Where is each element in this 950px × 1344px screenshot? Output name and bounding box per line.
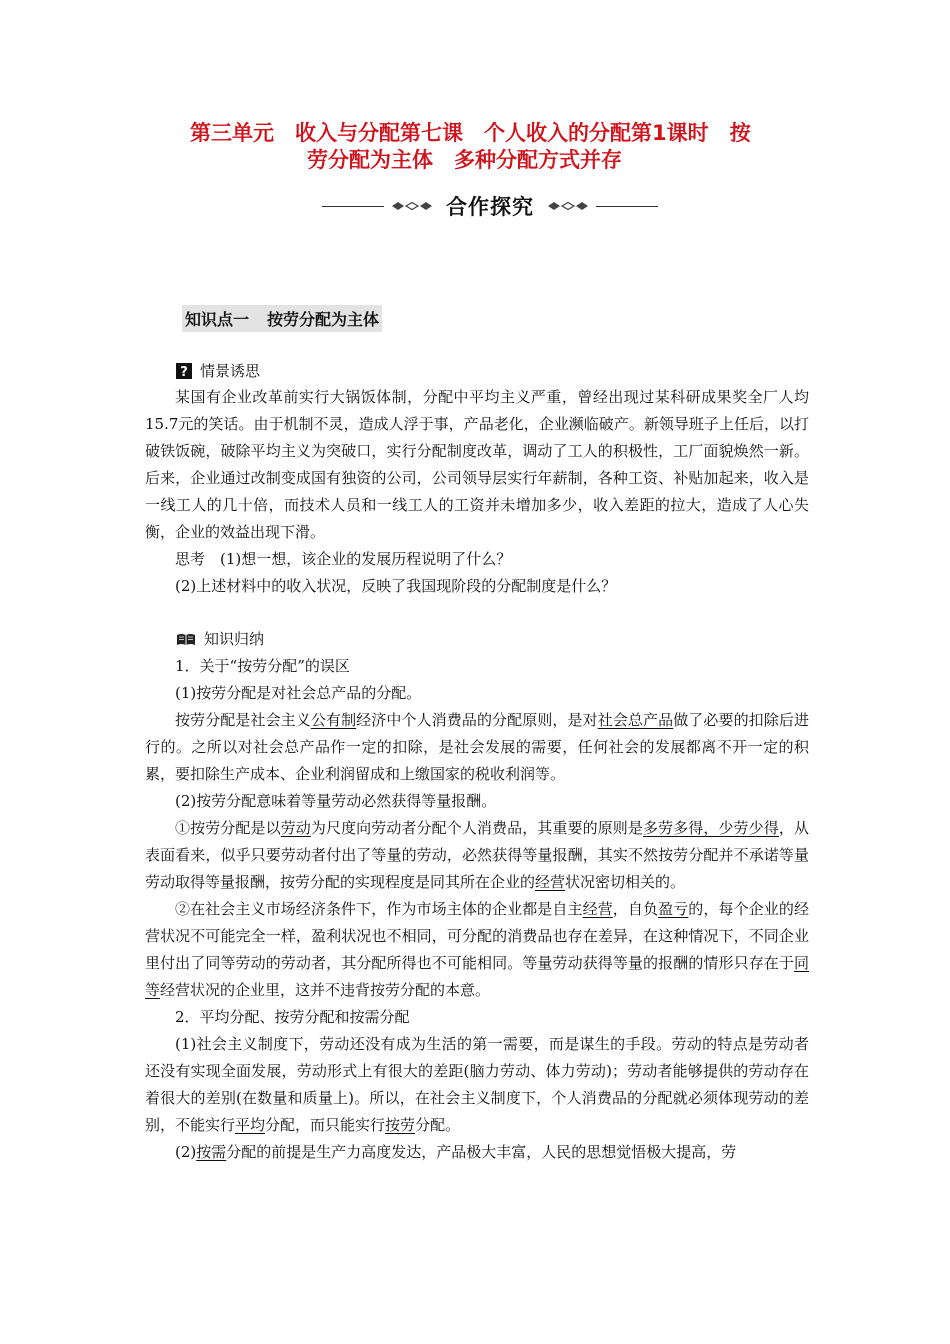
scenario-block — [145, 384, 809, 600]
misconception-2-heading: (2)按劳分配意味着等量劳动必然获得等量报酬。 — [175, 792, 497, 810]
misconception-2-point-1: ①按劳分配是以劳动为尺度向劳动者分配个人消费品，其重要的原则是多劳多得，少劳少得，从表面看来，似乎只要劳动者付出了等量的劳动，必然获得等量报酬，其实不然按劳分配并不承诺等量劳动取得等量报酬，按劳分配的实现程度是同其所在企业的经营状况密切相关的。 — [145, 819, 809, 891]
section-banner — [312, 192, 668, 220]
knowledge-point-number: 知识点一 — [185, 310, 250, 329]
distribution-paragraph-1: (1)社会主义制度下，劳动还没有成为生活的第一需要，而是谋生的手段。劳动的特点是劳动者还没有实现全面发展，劳动形式上有很大的差距(脑力劳动、体力劳动)；劳动者能够提供的劳动存在着很大的差别(在数量和质量上)。所以，在社会主义制度下，个人消费品的分配就必须体现劳动的差别，不能实行平均分配，而只能实行按劳分配。 — [145, 1035, 809, 1134]
summary-heading-2: 2．平均分配、按劳分配和按需分配 — [175, 1008, 410, 1026]
ornament-left-icon — [390, 201, 434, 211]
scenario-paragraph: 某国有企业改革前实行大锅饭体制，分配中平均主义严重，曾经出现过某科研成果奖全厂人均15.7元的笑话。由于机制不灵，造成人浮于事，产品老化，企业濒临破产。新领导班子上任后，以打破铁饭碗，破除平均主义为突破口，实行分配制度改革，调动了工人的积极性，工厂面貌焕然一新。后来，企业通过改制变成国有独资的公司，公司领导层实行年薪制，各种工资、补贴加起来，收入是一线工人的几十倍，而技术人员和一线工人的工资并未增加多少，收入差距的拉大，造成了人心失衡，企业的效益出现下滑。 — [145, 388, 809, 541]
banner-rule-left — [322, 206, 384, 207]
think-question-1: 思考 (1)想一想，该企业的发展历程说明了什么？ — [175, 550, 512, 568]
misconception-1-paragraph: 按劳分配是社会主义公有制经济中个人消费品的分配原则，是对社会总产品做了必要的扣除后进行的。之所以对社会总产品作一定的扣除，是社会发展的需要，任何社会的发展都离不开一定的积累，要扣除生产成本、企业利润留成和上缴国家的税收利润等。 — [145, 711, 809, 783]
document-title — [190, 120, 810, 174]
scenario-heading-text: 情景诱思 — [200, 362, 261, 380]
scenario-heading — [176, 360, 260, 381]
summary-heading — [176, 628, 264, 649]
title-line-2: 劳分配为主体 多种分配方式并存 — [307, 148, 622, 172]
svg-text:?: ? — [180, 364, 188, 379]
misconception-2-point-2: ②在社会主义市场经济条件下，作为市场主体的企业都是自主经营，自负盈亏的，每个企业的经营状况不可能完全一样，盈利状况也不相同，可分配的消费品也存在差异，在这种情况下，不同企业里付出了同等劳动的劳动者，其分配所得也不可能相同。等量劳动获得等量的报酬的情形只存在于同等经营状况的企业里，这并不违背按劳分配的本意。 — [145, 900, 809, 999]
summary-block — [145, 653, 809, 1166]
ornament-right-icon — [546, 201, 590, 211]
question-box-icon — [176, 363, 192, 379]
section-label: 合作探究 — [446, 195, 534, 219]
knowledge-point-title — [182, 305, 382, 332]
title-line-1: 第三单元 收入与分配第七课 个人收入的分配第1课时 按 — [190, 121, 751, 145]
book-icon — [176, 632, 196, 646]
summary-heading-text: 知识归纳 — [204, 630, 265, 648]
misconception-1-heading: (1)按劳分配是对社会总产品的分配。 — [175, 684, 422, 702]
think-question-2: (2)上述材料中的收入状况，反映了我国现阶段的分配制度是什么？ — [175, 577, 617, 595]
banner-rule-right — [596, 206, 658, 207]
knowledge-point-name: 按劳分配为主体 — [267, 310, 380, 329]
summary-heading-1: 1．关于“按劳分配”的误区 — [175, 657, 350, 675]
distribution-paragraph-2: (2)按需分配的前提是生产力高度发达，产品极大丰富，人民的思想觉悟极大提高，劳 — [175, 1143, 737, 1161]
